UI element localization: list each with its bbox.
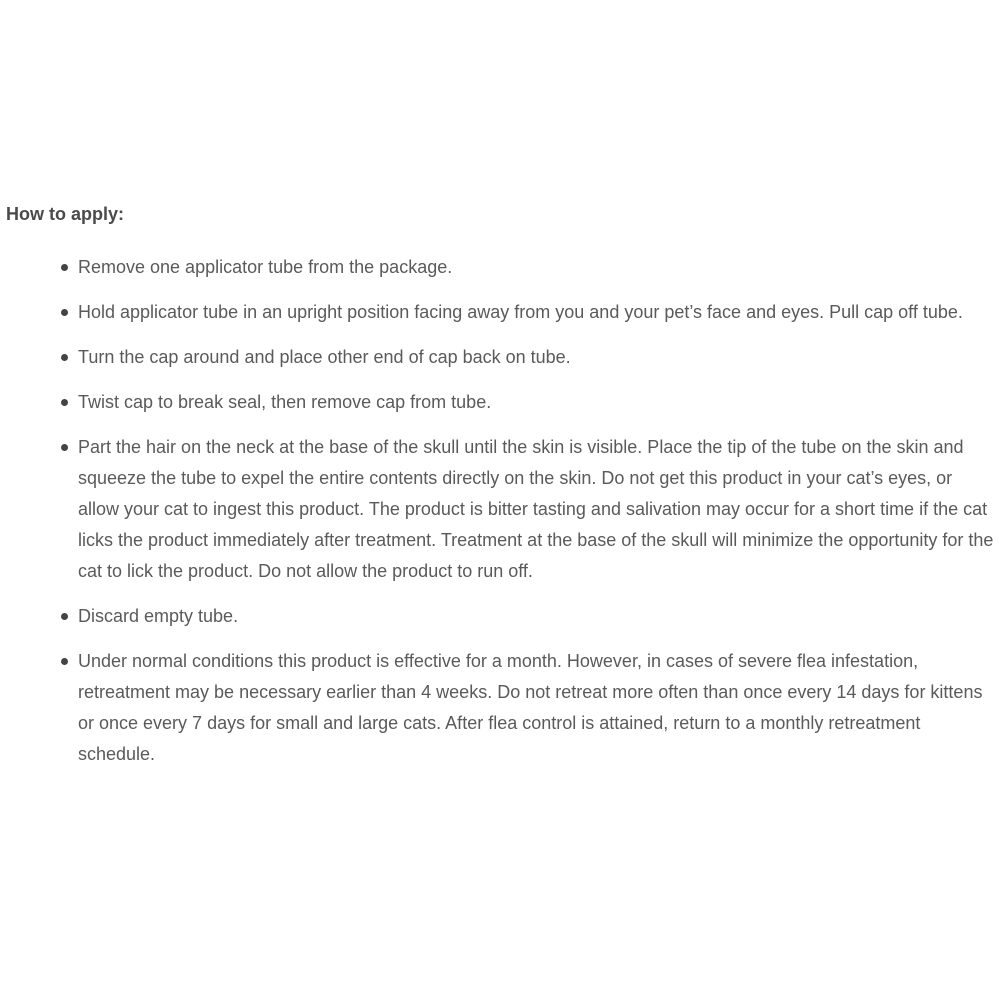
list-item: Turn the cap around and place other end of cap back on tube.	[78, 342, 996, 373]
list-item: Discard empty tube.	[78, 601, 996, 632]
list-item: Remove one applicator tube from the package.	[78, 252, 996, 283]
list-item: Hold applicator tube in an upright position facing away from you and your pet’s face and eyes. Pull cap off tube.	[78, 297, 996, 328]
list-item: Twist cap to break seal, then remove cap from tube.	[78, 387, 996, 418]
list-item: Part the hair on the neck at the base of the skull until the skin is visible. Place the tip of the tube on the skin and squeeze the tube to expel the entire contents directly on the skin. Do not get this product in your cat’s eyes, or allow your cat to ingest this product. The product is bitter tasting and salivation may occur for a short time if the cat licks the product immediately after treatment. Treatment at the base of the skull will minimize the opportunity for the cat to lick the product. Do not allow the product to run off.	[78, 432, 996, 587]
instructions-list	[78, 252, 996, 784]
list-item: Under normal conditions this product is effective for a month. However, in cases of severe flea infestation, retreatment may be necessary earlier than 4 weeks. Do not retreat more often than once every 14 days for kittens or once every 7 days for small and large cats. After flea control is attained, return to a monthly retreatment schedule.	[78, 646, 996, 770]
section-heading: How to apply:	[6, 204, 124, 224]
